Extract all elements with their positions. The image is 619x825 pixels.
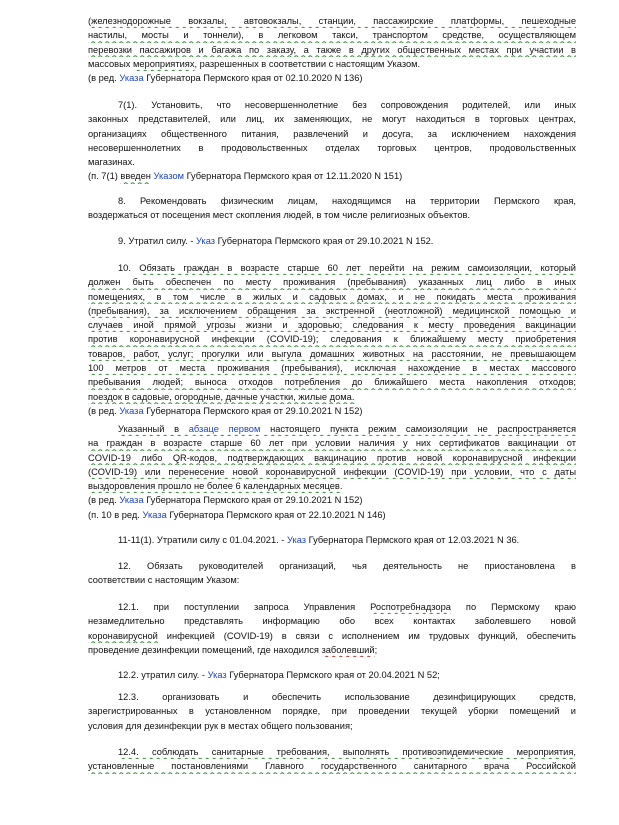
text-run: должен быть обеспечен по месту проживания (пребывания) указанных лиц либо в иных	[88, 277, 576, 288]
text-line	[88, 57, 576, 71]
text-run: пребывания людей; выноса отходов потребления до ближайшего места накопления отходов;	[88, 377, 576, 388]
text-run: Губернатора Пермского края от 02.10.2020 N 136)	[143, 73, 363, 84]
reference-link[interactable]: Указа	[119, 73, 144, 84]
text-run: 11-11(1). Утратили силу с 01.04.2021. -	[118, 535, 287, 545]
text-line	[88, 573, 576, 587]
text-run: 12.4. соблюдать санитарные требования, выполнять противоэпидемические мероприятия,	[118, 747, 576, 757]
text-run: товаров, работ, услуг; прогулки или выгула домашних животных на расстоянии, не превышающем	[88, 348, 576, 359]
text-line	[88, 668, 576, 682]
text-run: (в ред.	[88, 73, 120, 84]
text-run: Указанный в	[118, 424, 189, 434]
text-run: помещениях, в том числе в жилых и садовых домах, и не покидать места проживания	[88, 291, 576, 302]
reference-link[interactable]: Указа	[142, 509, 167, 520]
text-run: установленные постановлениями Главного государственного санитарного врача Российской	[88, 761, 576, 772]
text-line	[88, 719, 576, 733]
paragraph-p10-note	[88, 422, 576, 522]
paragraph-p12	[88, 559, 576, 588]
text-line	[88, 508, 576, 522]
text-line	[88, 375, 576, 389]
paragraph-p12-4	[88, 745, 576, 774]
text-run: коронавирусной	[88, 630, 158, 641]
text-run: Обязать граждан в возрасте старше 60 лет перейти на режим самоизоляции, который	[139, 263, 576, 273]
text-line	[88, 98, 576, 112]
text-run: 12. Обязать руководителей организаций, чья деятельность не приостановлена в	[118, 561, 576, 571]
text-run: незамедлительно представлять информацию обо всех контактах заболевшего новой	[88, 616, 576, 627]
text-run: 12.2. утратил силу. -	[118, 670, 208, 680]
reference-link[interactable]: Указа	[119, 495, 144, 506]
text-run: 100 метров от места проживания (пребывания), исключая нахождение в местах массового	[88, 363, 576, 374]
text-line	[88, 493, 576, 507]
text-line	[88, 600, 576, 614]
text-line	[88, 690, 576, 704]
text-run: на граждан в возрасте старше 60 лет при условии наличия у них сертификатов вакцинации от	[88, 438, 576, 449]
text-line	[88, 559, 576, 573]
text-run: поездок в садовые, огородные, дачные участки, жилые дома.	[88, 391, 355, 402]
text-run: массовых	[88, 58, 133, 69]
reference-link[interactable]: Указом	[153, 171, 185, 182]
text-run: 9. Утратил силу. -	[118, 236, 196, 246]
text-run: настоящего пункта режим самоизоляции не распространяется	[260, 424, 576, 434]
text-run: 10.	[118, 263, 140, 273]
text-line	[88, 643, 576, 657]
text-line	[88, 436, 576, 450]
text-run: Губернатора Пермского края от 29.10.2021 N 152)	[143, 405, 363, 416]
text-line	[88, 234, 576, 248]
text-run: заболевший	[321, 644, 375, 655]
text-line	[88, 127, 576, 141]
text-line	[88, 155, 576, 169]
text-run: Роспотребнадзора	[370, 602, 451, 612]
paragraph-p11	[88, 533, 576, 547]
text-run: воздержаться от посещения мест скопления людей, в том числе религиозных объектов.	[88, 210, 471, 221]
text-run: зарегистрированных в установленном порядке, при проведении текущей уборки помещений и	[88, 706, 576, 717]
text-run: 8. Рекомендовать физическим лицам, находящимся на территории Пермского края,	[118, 196, 576, 206]
text-line	[88, 361, 576, 375]
text-run: 12.1. при поступлении запроса Управления	[118, 602, 371, 612]
text-run: несовершеннолетних в продовольственных отделах торговых центров, продовольственных	[88, 142, 576, 153]
text-run: , разрешенных в соответствии с настоящим Указом.	[194, 58, 421, 69]
text-run: (п. 7(1)	[88, 171, 121, 182]
text-run: Губернатора Пермского края от 12.11.2020 N 151)	[184, 171, 403, 182]
paragraph-p10	[88, 261, 576, 418]
text-run: условия для дезинфекции рук в местах общего пользования;	[88, 720, 353, 731]
text-line	[88, 451, 576, 465]
text-line	[88, 404, 576, 418]
paragraph-p12-1	[88, 600, 576, 657]
text-line	[88, 112, 576, 126]
reference-link[interactable]: Указ	[286, 535, 307, 545]
text-run: ;	[374, 644, 378, 655]
text-line	[88, 347, 576, 361]
text-line	[88, 390, 576, 404]
text-line	[88, 71, 576, 85]
text-line	[88, 759, 576, 773]
text-line	[88, 422, 576, 436]
text-run: настилы, мосты и тоннели), в легковом такси, транспортом средстве, осуществляющем	[88, 30, 576, 41]
text-run: соответствии с настоящим Указом:	[88, 575, 240, 586]
text-run: законных представителей, или лиц, их заменяющих, не могут находиться в торговых центрах,	[88, 114, 576, 125]
text-line	[88, 208, 576, 222]
text-line	[88, 194, 576, 208]
text-line	[88, 332, 576, 346]
text-run: 12.3. организовать и обеспечить использование дезинфицирующих средств,	[118, 692, 576, 702]
text-run: проведение дезинфекции помещений, где находился	[88, 644, 322, 655]
reference-link[interactable]: Указа	[119, 405, 144, 416]
text-line	[88, 745, 576, 759]
text-run: против коронавирусной инфекции (COVID-19); следования к ближайшему месту приобретения	[88, 334, 576, 345]
text-line	[88, 533, 576, 547]
reference-link[interactable]: Указ	[195, 236, 216, 246]
text-run: Губернатора Пермского края от 20.04.2021 N 52;	[226, 670, 440, 680]
text-run: перевозки пассажиров и багажа по заказу, а также в других общественных местах при участии в	[88, 44, 576, 55]
text-run: инфекцией (COVID-19) в связи с исполнением им трудовых функций, обеспечить	[157, 630, 576, 641]
text-line	[88, 318, 576, 332]
text-line	[88, 28, 576, 42]
text-run: (COVID-19) или перенесение новой коронавирусной инфекции (COVID-19) при условии, что с даты	[88, 466, 576, 477]
paragraph-p12-3	[88, 690, 576, 733]
text-line	[88, 614, 576, 628]
text-run: Губернатора Пермского края от 29.10.2021 N 152.	[215, 236, 434, 246]
text-line	[88, 169, 576, 183]
text-line	[88, 14, 576, 28]
reference-link[interactable]: абзаце первом	[188, 424, 261, 434]
text-line	[88, 704, 576, 718]
text-run: 7(1). Установить, что несовершеннолетние без сопровождения родителей, или иных	[118, 100, 576, 110]
text-line	[88, 43, 576, 57]
text-line	[88, 465, 576, 479]
text-run: (в ред.	[88, 405, 120, 416]
reference-link[interactable]: Указ	[207, 670, 227, 680]
text-run: введен	[120, 171, 151, 182]
text-line	[88, 275, 576, 289]
text-run: магазинах.	[88, 157, 135, 168]
text-run: COVID-19 либо QR-кодов, подтверждающих вакцинацию против новой коронавирусной инфекции	[88, 452, 576, 463]
paragraph-p7-1	[88, 98, 576, 184]
text-line	[88, 629, 576, 643]
text-run: мероприятиях	[133, 58, 195, 69]
text-line	[88, 479, 576, 493]
paragraph-intro	[88, 14, 576, 85]
text-run: выздоровления прошло не более 6 календарных месяцев.	[88, 481, 343, 492]
paragraph-p9	[88, 234, 576, 248]
text-run: Губернатора Пермского края от 22.10.2021 N 146)	[166, 509, 386, 520]
text-run: (п. 10 в ред.	[88, 509, 143, 520]
text-run: (пребывания), за исключением обращения за экстренной (неотложной) медицинской помощью и	[88, 305, 576, 316]
text-line	[88, 261, 576, 275]
text-run: Губернатора Пермского края от 29.10.2021 N 152)	[143, 495, 363, 506]
text-line	[88, 290, 576, 304]
paragraph-p8	[88, 194, 576, 223]
paragraph-p12-2	[88, 668, 576, 682]
text-run: случаев иной прямой угрозы жизни и здоровью; следования к месту проведения вакцинации	[88, 320, 576, 331]
text-run: по Пермскому краю	[450, 602, 576, 612]
text-run: (железнодорожные вокзалы, автовокзалы, станции, пассажирские платформы, пешеходные	[88, 16, 576, 26]
text-line	[88, 141, 576, 155]
text-run: (в ред.	[88, 495, 120, 506]
text-line	[88, 304, 576, 318]
text-run: Губернатора Пермского края от 12.03.2021 N 36.	[306, 535, 520, 545]
text-run: организациях общественного питания, развлечений и досуга, за исключением нахождения	[88, 128, 576, 139]
